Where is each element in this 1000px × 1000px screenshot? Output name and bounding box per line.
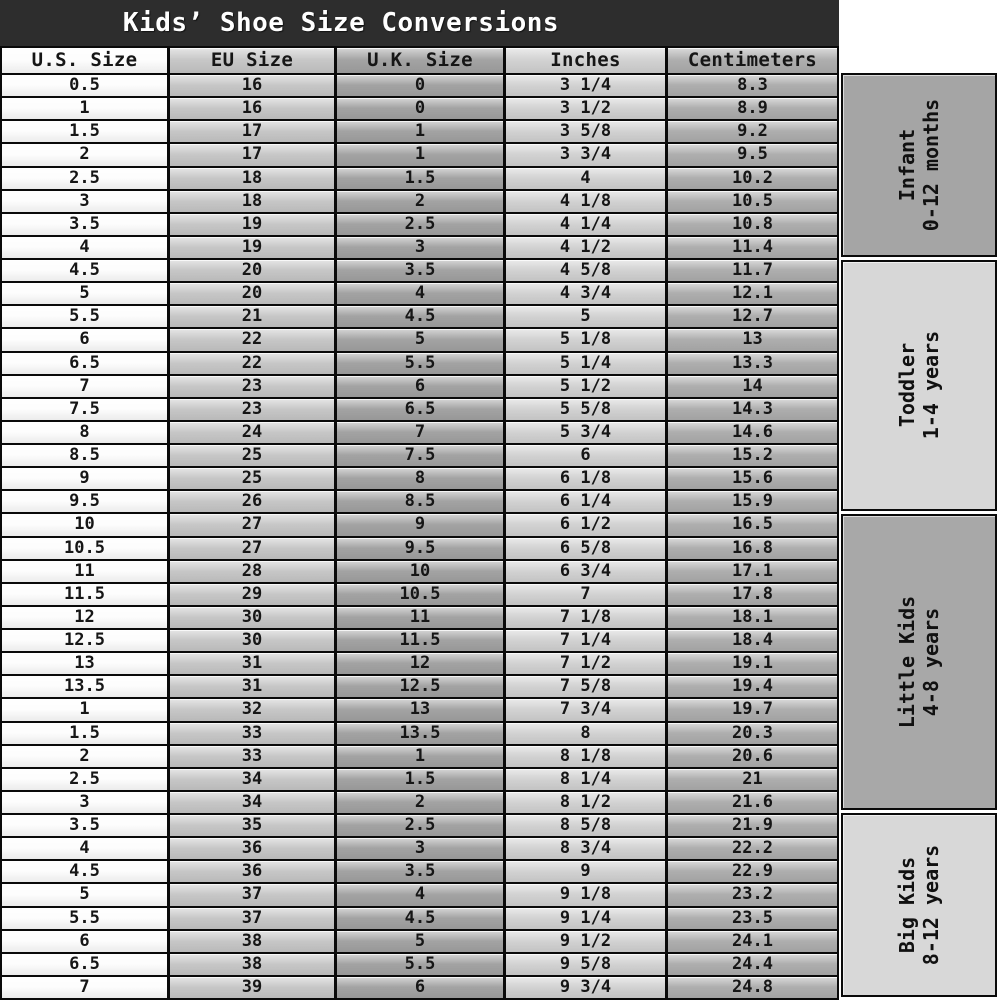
cell-us-size: 5.5 (2, 306, 170, 327)
cell-uk-size: 13 (337, 699, 506, 720)
cell-us-size: 5.5 (2, 908, 170, 929)
cell-us-size: 11 (2, 561, 170, 582)
cell-inches: 8 3/4 (506, 838, 668, 859)
cell-us-size: 9.5 (2, 491, 170, 512)
cell-us-size: 6 (2, 931, 170, 952)
cell-uk-size: 12.5 (337, 676, 506, 697)
cell-centimeters: 22.9 (668, 861, 837, 882)
cell-centimeters: 22.2 (668, 838, 837, 859)
cell-us-size: 3.5 (2, 214, 170, 235)
table-row (2, 121, 837, 144)
cell-centimeters: 16.8 (668, 538, 837, 559)
cell-inches: 7 3/4 (506, 699, 668, 720)
cell-us-size: 5 (2, 884, 170, 905)
header-cell-uk-size: U.K. Size (337, 48, 506, 73)
cell-centimeters: 24.1 (668, 931, 837, 952)
cell-us-size: 1.5 (2, 723, 170, 744)
cell-uk-size: 1.5 (337, 168, 506, 189)
cell-eu-size: 34 (170, 769, 337, 790)
age-group-big-kids (841, 813, 997, 997)
table-row (2, 237, 837, 260)
cell-uk-size: 11.5 (337, 630, 506, 651)
cell-uk-size: 4 (337, 283, 506, 304)
cell-us-size: 2 (2, 746, 170, 767)
cell-us-size: 7.5 (2, 399, 170, 420)
cell-uk-size: 0 (337, 98, 506, 119)
cell-us-size: 3 (2, 792, 170, 813)
cell-eu-size: 31 (170, 653, 337, 674)
cell-inches: 7 1/4 (506, 630, 668, 651)
cell-eu-size: 30 (170, 607, 337, 628)
age-group-toddler (841, 260, 997, 511)
cell-eu-size: 29 (170, 584, 337, 605)
cell-us-size: 4 (2, 838, 170, 859)
cell-us-size: 2.5 (2, 168, 170, 189)
cell-eu-size: 31 (170, 676, 337, 697)
cell-eu-size: 20 (170, 260, 337, 281)
table-row (2, 260, 837, 283)
table-row (2, 399, 837, 422)
cell-inches: 9 1/2 (506, 931, 668, 952)
cell-uk-size: 4.5 (337, 306, 506, 327)
cell-uk-size: 6 (337, 376, 506, 397)
cell-uk-size: 3.5 (337, 861, 506, 882)
table-row (2, 723, 837, 746)
cell-centimeters: 13.3 (668, 353, 837, 374)
cell-eu-size: 33 (170, 723, 337, 744)
page-title: Kids’ Shoe Size Conversions (122, 8, 560, 38)
cell-uk-size: 2 (337, 191, 506, 212)
cell-us-size: 11.5 (2, 584, 170, 605)
cell-us-size: 13.5 (2, 676, 170, 697)
cell-inches: 4 1/4 (506, 214, 668, 235)
table-row (2, 191, 837, 214)
cell-us-size: 6.5 (2, 954, 170, 975)
cell-uk-size: 1.5 (337, 769, 506, 790)
age-group-label (895, 845, 943, 965)
header-cell-centimeters: Centimeters (668, 48, 837, 73)
table-row (2, 75, 837, 98)
cell-centimeters: 21.9 (668, 815, 837, 836)
cell-us-size: 5 (2, 283, 170, 304)
cell-inches: 7 (506, 584, 668, 605)
table-row (2, 769, 837, 792)
cell-inches: 5 1/2 (506, 376, 668, 397)
cell-inches: 3 5/8 (506, 121, 668, 142)
cell-centimeters: 9.5 (668, 144, 837, 165)
cell-inches: 7 1/2 (506, 653, 668, 674)
table-grid (0, 46, 839, 1000)
cell-inches: 3 1/2 (506, 98, 668, 119)
cell-uk-size: 12 (337, 653, 506, 674)
cell-us-size: 2 (2, 144, 170, 165)
table-row (2, 931, 837, 954)
cell-centimeters: 17.8 (668, 584, 837, 605)
cell-inches: 3 1/4 (506, 75, 668, 96)
table-row (2, 168, 837, 191)
cell-us-size: 6.5 (2, 353, 170, 374)
cell-eu-size: 23 (170, 376, 337, 397)
cell-inches: 5 (506, 306, 668, 327)
cell-centimeters: 16.5 (668, 514, 837, 535)
cell-uk-size: 8 (337, 468, 506, 489)
cell-uk-size: 1 (337, 746, 506, 767)
age-group-name: Toddler (895, 343, 919, 428)
cell-us-size: 10.5 (2, 538, 170, 559)
age-group-sidebar (841, 73, 997, 997)
table-row (2, 815, 837, 838)
cell-us-size: 4.5 (2, 861, 170, 882)
cell-eu-size: 36 (170, 861, 337, 882)
cell-centimeters: 23.5 (668, 908, 837, 929)
cell-us-size: 12.5 (2, 630, 170, 651)
cell-us-size: 3.5 (2, 815, 170, 836)
table-row (2, 329, 837, 352)
age-group-little-kids (841, 514, 997, 810)
cell-inches: 5 3/4 (506, 422, 668, 443)
table-row (2, 376, 837, 399)
cell-centimeters: 12.1 (668, 283, 837, 304)
cell-uk-size: 3.5 (337, 260, 506, 281)
table-row (2, 838, 837, 861)
cell-eu-size: 37 (170, 908, 337, 929)
age-group-range: 1-4 years (919, 331, 943, 440)
table-row (2, 144, 837, 167)
table-row (2, 954, 837, 977)
cell-centimeters: 11.7 (668, 260, 837, 281)
header-cell-inches: Inches (506, 48, 668, 73)
table-row (2, 283, 837, 306)
cell-inches: 4 1/8 (506, 191, 668, 212)
cell-eu-size: 27 (170, 538, 337, 559)
cell-inches: 5 1/8 (506, 329, 668, 350)
cell-eu-size: 34 (170, 792, 337, 813)
cell-eu-size: 39 (170, 977, 337, 998)
cell-us-size: 1 (2, 699, 170, 720)
cell-us-size: 7 (2, 376, 170, 397)
cell-centimeters: 14.6 (668, 422, 837, 443)
age-group-infant (841, 73, 997, 257)
table-row (2, 977, 837, 998)
table-row (2, 353, 837, 376)
cell-centimeters: 15.2 (668, 445, 837, 466)
cell-eu-size: 37 (170, 884, 337, 905)
cell-inches: 5 1/4 (506, 353, 668, 374)
cell-uk-size: 5 (337, 329, 506, 350)
cell-inches: 9 5/8 (506, 954, 668, 975)
cell-eu-size: 28 (170, 561, 337, 582)
cell-centimeters: 10.5 (668, 191, 837, 212)
age-group-range: 8-12 years (918, 844, 943, 966)
cell-centimeters: 10.8 (668, 214, 837, 235)
cell-inches: 8 1/2 (506, 792, 668, 813)
age-group-name: Infant (894, 128, 919, 202)
cell-eu-size: 19 (170, 237, 337, 258)
cell-us-size: 8.5 (2, 445, 170, 466)
cell-centimeters: 9.2 (668, 121, 837, 142)
table-row (2, 306, 837, 329)
cell-centimeters: 23.2 (668, 884, 837, 905)
cell-centimeters: 15.9 (668, 491, 837, 512)
table-row (2, 561, 837, 584)
age-group-label (895, 596, 943, 728)
cell-centimeters: 8.3 (668, 75, 837, 96)
cell-us-size: 6 (2, 329, 170, 350)
table-row (2, 884, 837, 907)
table-row (2, 514, 837, 537)
cell-eu-size: 25 (170, 468, 337, 489)
cell-eu-size: 35 (170, 815, 337, 836)
cell-centimeters: 14.3 (668, 399, 837, 420)
table-row (2, 584, 837, 607)
cell-inches: 9 3/4 (506, 977, 668, 998)
cell-uk-size: 4 (337, 884, 506, 905)
cell-us-size: 8 (2, 422, 170, 443)
table-row (2, 653, 837, 676)
cell-centimeters: 21.6 (668, 792, 837, 813)
cell-inches: 9 1/8 (506, 884, 668, 905)
cell-inches: 6 1/4 (506, 491, 668, 512)
cell-inches: 8 1/4 (506, 769, 668, 790)
table-row (2, 214, 837, 237)
cell-centimeters: 15.6 (668, 468, 837, 489)
age-group-label (895, 331, 943, 439)
cell-us-size: 0.5 (2, 75, 170, 96)
cell-uk-size: 7 (337, 422, 506, 443)
cell-us-size: 1.5 (2, 121, 170, 142)
cell-centimeters: 19.7 (668, 699, 837, 720)
cell-eu-size: 23 (170, 399, 337, 420)
cell-eu-size: 24 (170, 422, 337, 443)
cell-uk-size: 9.5 (337, 538, 506, 559)
cell-us-size: 13 (2, 653, 170, 674)
table-row (2, 861, 837, 884)
cell-inches: 8 5/8 (506, 815, 668, 836)
cell-inches: 4 1/2 (506, 237, 668, 258)
cell-inches: 8 (506, 723, 668, 744)
cell-inches: 6 3/4 (506, 561, 668, 582)
age-group-range: 4-8 years (918, 607, 943, 717)
cell-centimeters: 10.2 (668, 168, 837, 189)
cell-eu-size: 38 (170, 954, 337, 975)
cell-us-size: 1 (2, 98, 170, 119)
cell-us-size: 2.5 (2, 769, 170, 790)
title-bar (0, 0, 839, 46)
cell-centimeters: 24.4 (668, 954, 837, 975)
cell-centimeters: 13 (668, 329, 837, 350)
cell-uk-size: 1 (337, 144, 506, 165)
cell-centimeters: 20.3 (668, 723, 837, 744)
cell-inches: 6 5/8 (506, 538, 668, 559)
cell-eu-size: 25 (170, 445, 337, 466)
cell-uk-size: 9 (337, 514, 506, 535)
cell-uk-size: 6.5 (337, 399, 506, 420)
header-cell-us-size: U.S. Size (2, 48, 170, 73)
cell-centimeters: 19.4 (668, 676, 837, 697)
table-body (2, 75, 837, 998)
cell-uk-size: 3 (337, 237, 506, 258)
cell-uk-size: 1 (337, 121, 506, 142)
table-row (2, 607, 837, 630)
cell-eu-size: 26 (170, 491, 337, 512)
cell-centimeters: 24.8 (668, 977, 837, 998)
age-group-name: Little Kids (894, 595, 919, 729)
cell-us-size: 10 (2, 514, 170, 535)
cell-centimeters: 17.1 (668, 561, 837, 582)
cell-inches: 9 (506, 861, 668, 882)
cell-inches: 6 1/2 (506, 514, 668, 535)
table-row (2, 98, 837, 121)
cell-centimeters: 8.9 (668, 98, 837, 119)
table-row (2, 746, 837, 769)
cell-centimeters: 21 (668, 769, 837, 790)
cell-uk-size: 2.5 (337, 214, 506, 235)
cell-eu-size: 16 (170, 98, 337, 119)
age-group-name: Big Kids (894, 856, 919, 954)
cell-inches: 7 1/8 (506, 607, 668, 628)
cell-uk-size: 13.5 (337, 723, 506, 744)
cell-uk-size: 2 (337, 792, 506, 813)
cell-centimeters: 18.4 (668, 630, 837, 651)
cell-centimeters: 14 (668, 376, 837, 397)
cell-uk-size: 10 (337, 561, 506, 582)
header-cell-eu-size: EU Size (170, 48, 337, 73)
cell-inches: 8 1/8 (506, 746, 668, 767)
cell-us-size: 3 (2, 191, 170, 212)
cell-eu-size: 18 (170, 191, 337, 212)
table-row (2, 491, 837, 514)
cell-eu-size: 16 (170, 75, 337, 96)
cell-uk-size: 5.5 (337, 353, 506, 374)
cell-us-size: 12 (2, 607, 170, 628)
cell-centimeters: 11.4 (668, 237, 837, 258)
table-header-row (2, 48, 837, 75)
cell-uk-size: 6 (337, 977, 506, 998)
cell-eu-size: 27 (170, 514, 337, 535)
age-group-label (895, 99, 943, 231)
cell-eu-size: 36 (170, 838, 337, 859)
cell-eu-size: 18 (170, 168, 337, 189)
cell-eu-size: 33 (170, 746, 337, 767)
table-row (2, 676, 837, 699)
cell-uk-size: 10.5 (337, 584, 506, 605)
cell-eu-size: 30 (170, 630, 337, 651)
cell-eu-size: 32 (170, 699, 337, 720)
cell-us-size: 7 (2, 977, 170, 998)
cell-uk-size: 3 (337, 838, 506, 859)
cell-centimeters: 19.1 (668, 653, 837, 674)
cell-eu-size: 19 (170, 214, 337, 235)
cell-centimeters: 12.7 (668, 306, 837, 327)
cell-inches: 6 1/8 (506, 468, 668, 489)
cell-eu-size: 20 (170, 283, 337, 304)
table-row (2, 422, 837, 445)
age-group-range: 0-12 months (918, 98, 943, 232)
cell-uk-size: 4.5 (337, 908, 506, 929)
table-row (2, 699, 837, 722)
cell-centimeters: 18.1 (668, 607, 837, 628)
cell-centimeters: 20.6 (668, 746, 837, 767)
cell-inches: 5 5/8 (506, 399, 668, 420)
cell-uk-size: 0 (337, 75, 506, 96)
cell-uk-size: 5 (337, 931, 506, 952)
cell-eu-size: 22 (170, 353, 337, 374)
cell-inches: 9 1/4 (506, 908, 668, 929)
cell-uk-size: 2.5 (337, 815, 506, 836)
cell-inches: 7 5/8 (506, 676, 668, 697)
cell-eu-size: 22 (170, 329, 337, 350)
cell-eu-size: 21 (170, 306, 337, 327)
cell-eu-size: 17 (170, 144, 337, 165)
cell-us-size: 4 (2, 237, 170, 258)
cell-eu-size: 38 (170, 931, 337, 952)
cell-eu-size: 17 (170, 121, 337, 142)
table-row (2, 908, 837, 931)
cell-us-size: 9 (2, 468, 170, 489)
cell-inches: 4 3/4 (506, 283, 668, 304)
cell-inches: 3 3/4 (506, 144, 668, 165)
cell-uk-size: 5.5 (337, 954, 506, 975)
cell-uk-size: 8.5 (337, 491, 506, 512)
cell-inches: 4 (506, 168, 668, 189)
table-row (2, 792, 837, 815)
cell-uk-size: 11 (337, 607, 506, 628)
cell-inches: 4 5/8 (506, 260, 668, 281)
cell-inches: 6 (506, 445, 668, 466)
table-row (2, 445, 837, 468)
cell-uk-size: 7.5 (337, 445, 506, 466)
table-row (2, 538, 837, 561)
table-row (2, 630, 837, 653)
table-row (2, 468, 837, 491)
cell-us-size: 4.5 (2, 260, 170, 281)
